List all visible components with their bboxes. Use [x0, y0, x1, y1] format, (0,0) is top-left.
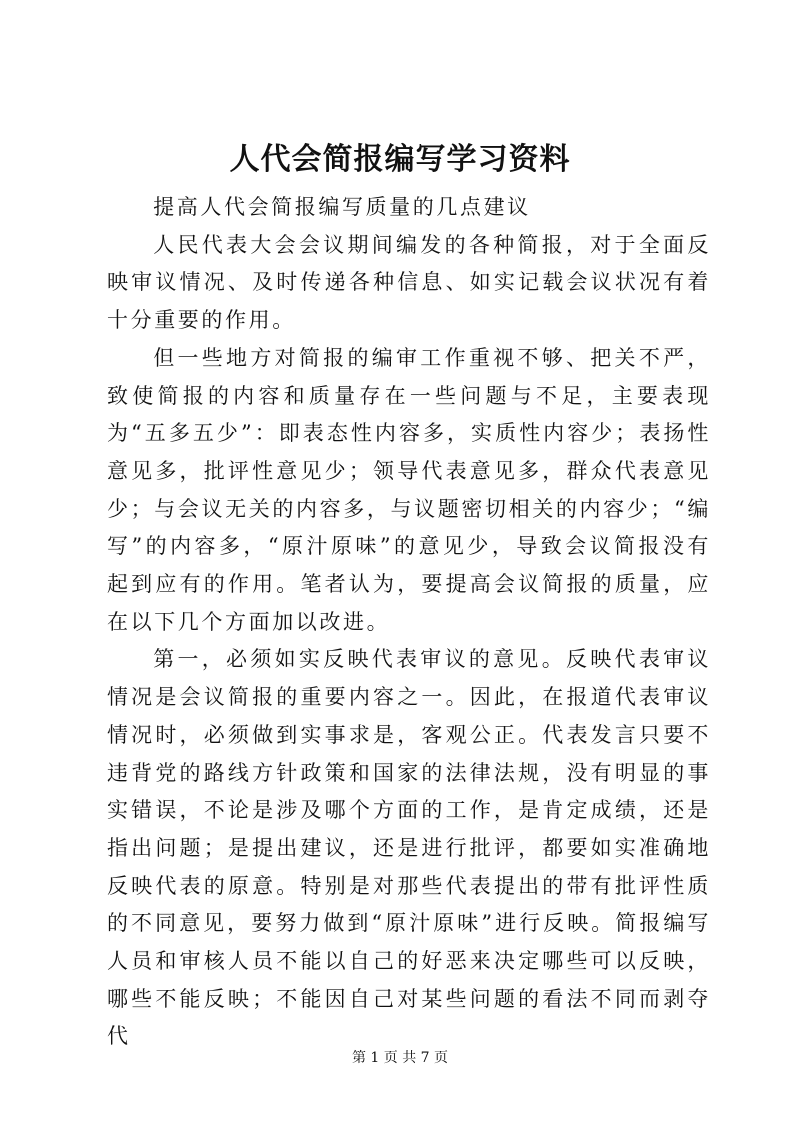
body-paragraph: 人民代表大会会议期间编发的各种简报，对于全面反映审议情况、及时传递各种信息、如实记载会议状况有着十分重要的作用。 [107, 232, 711, 333]
body-paragraph: 第一，必须如实反映代表审议的意见。反映代表审议情况是会议简报的重要内容之一。因此，在报道代表审议情况时，必须做到实事求是，客观公正。代表发言只要不违背党的路线方针政策和国家的法律法规，没有明显的事实错误，不论是涉及哪个方面的工作，是肯定成绩，还是指出问题；是提出建议，还是进行批评，都要如实准确地反映代表的原意。特别是对那些代表提出的带有批评性质的不同意见，要努力做到“原汁原味”进行反映。简报编写人员和审核人员不能以自己的好恶来决定哪些可以反映，哪些不能反映；不能因自己对某些问题的看法不同而剥夺代 [107, 647, 711, 1049]
subtitle-paragraph: 提高人代会简报编写质量的几点建议 [153, 195, 531, 219]
document-body [107, 189, 711, 1056]
document-title: 人代会简报编写学习资料 [229, 142, 571, 177]
page-number-footer: 第 1 页 共 7 页 [351, 1050, 449, 1066]
body-paragraph: 但一些地方对简报的编审工作重视不够、把关不严，致使简报的内容和质量存在一些问题与不足，主要表现为“五多五少”：即表态性内容多，实质性内容少；表扬性意见多，批评性意见少；领导代表意见多，群众代表意见少；与会议无关的内容多，与议题密切相关的内容少；“编写”的内容多，“原汁原味”的意见少，导致会议简报没有起到应有的作用。笔者认为，要提高会议简报的质量，应在以下几个方面加以改进。 [107, 345, 711, 634]
